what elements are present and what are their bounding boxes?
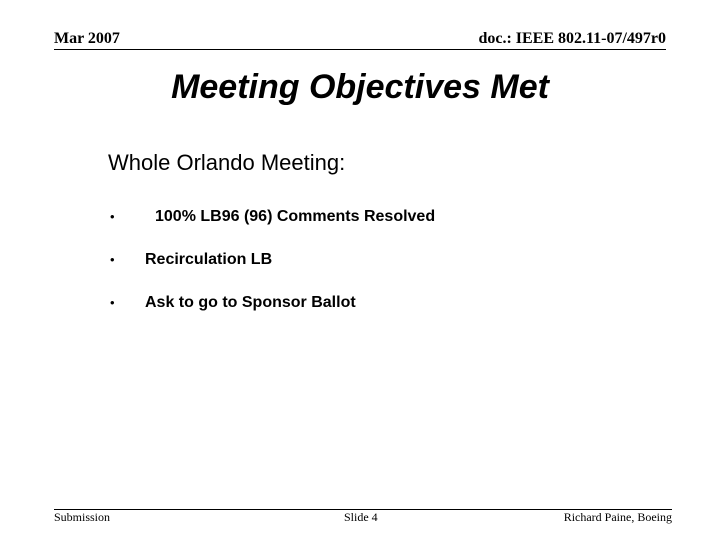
bullet-text: Ask to go to Sponsor Ballot [145, 294, 356, 311]
footer-slide-number: Slide 4 [344, 510, 378, 524]
bullet-marker: • [110, 209, 115, 224]
bullet-marker: • [110, 252, 115, 267]
slide-title: Meeting Objectives Met [171, 68, 549, 106]
bullet-text: Recirculation LB [145, 251, 273, 268]
header-divider [54, 49, 666, 50]
footer-author: Richard Paine, Boeing [563, 510, 672, 524]
header-date: Mar 2007 [54, 30, 120, 47]
header-document-id: doc.: IEEE 802.11-07/497r0 [478, 30, 666, 47]
bullet-marker: • [110, 295, 115, 310]
bullet-text: 100% LB96 (96) Comments Resolved [155, 208, 436, 225]
section-heading: Whole Orlando Meeting: [108, 150, 346, 175]
footer-submission-label: Submission [54, 510, 111, 524]
